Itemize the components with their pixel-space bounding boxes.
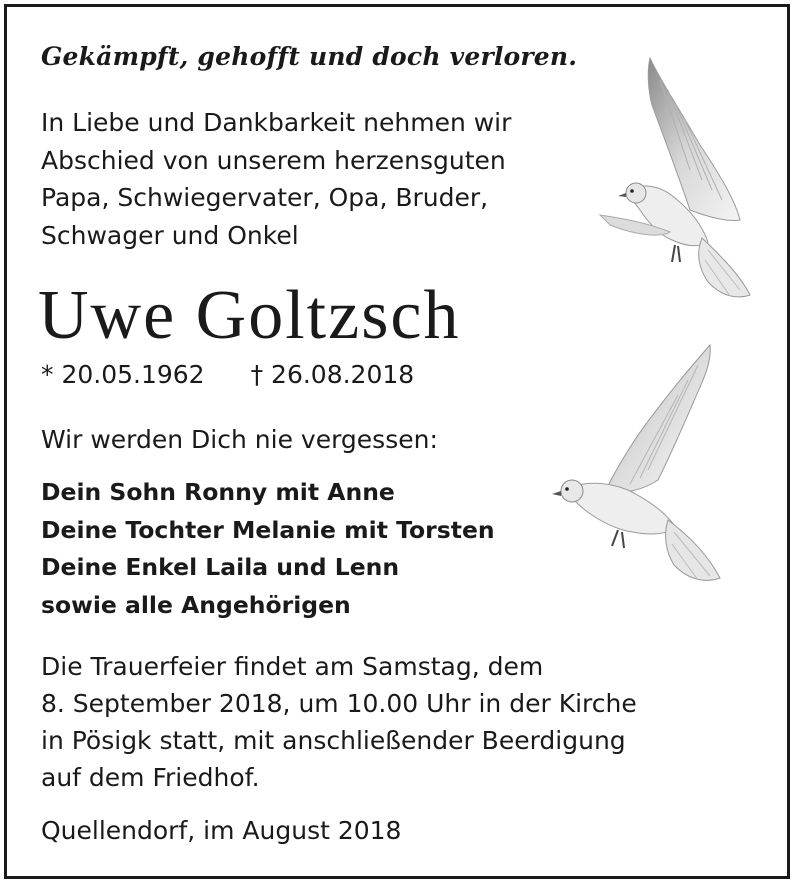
funeral-line: auf dem Friedhof. <box>41 763 260 792</box>
motto: Gekämpft, gehofft und doch verloren. <box>41 42 578 71</box>
dove-image <box>548 340 730 590</box>
funeral-line: 8. September 2018, um 10.00 Uhr in der Kirche <box>41 689 637 718</box>
mourner-line: Deine Enkel Laila und Lenn <box>41 553 400 581</box>
mourner-line: Dein Sohn Ronny mit Anne <box>41 478 395 506</box>
funeral-line: in Pösigk statt, mit anschließender Beerdigung <box>41 726 626 755</box>
intro-text <box>41 104 511 254</box>
life-dates <box>41 360 414 389</box>
death-date: † 26.08.2018 <box>250 360 415 389</box>
funeral-line: Die Trauerfeier findet am Samstag, dem <box>41 652 544 681</box>
birth-date: * 20.05.1962 <box>41 360 205 389</box>
intro-line: Papa, Schwiegervater, Opa, Bruder, <box>41 183 489 212</box>
mourner-line: Deine Tochter Melanie mit Torsten <box>41 515 495 544</box>
funeral-info <box>41 648 637 796</box>
dove-image <box>590 50 765 315</box>
mourners-list <box>41 474 495 624</box>
intro-line: In Liebe und Dankbarkeit nehmen wir <box>41 108 512 137</box>
remembrance-line: Wir werden Dich nie vergessen: <box>41 425 438 454</box>
intro-line: Abschied von unserem herzensguten <box>41 145 506 175</box>
mourner-line: sowie alle Angehörigen <box>41 590 351 619</box>
place-date: Quellendorf, im August 2018 <box>41 816 402 845</box>
deceased-name: Uwe Goltzsch <box>38 277 461 354</box>
intro-line: Schwager und Onkel <box>41 220 299 250</box>
